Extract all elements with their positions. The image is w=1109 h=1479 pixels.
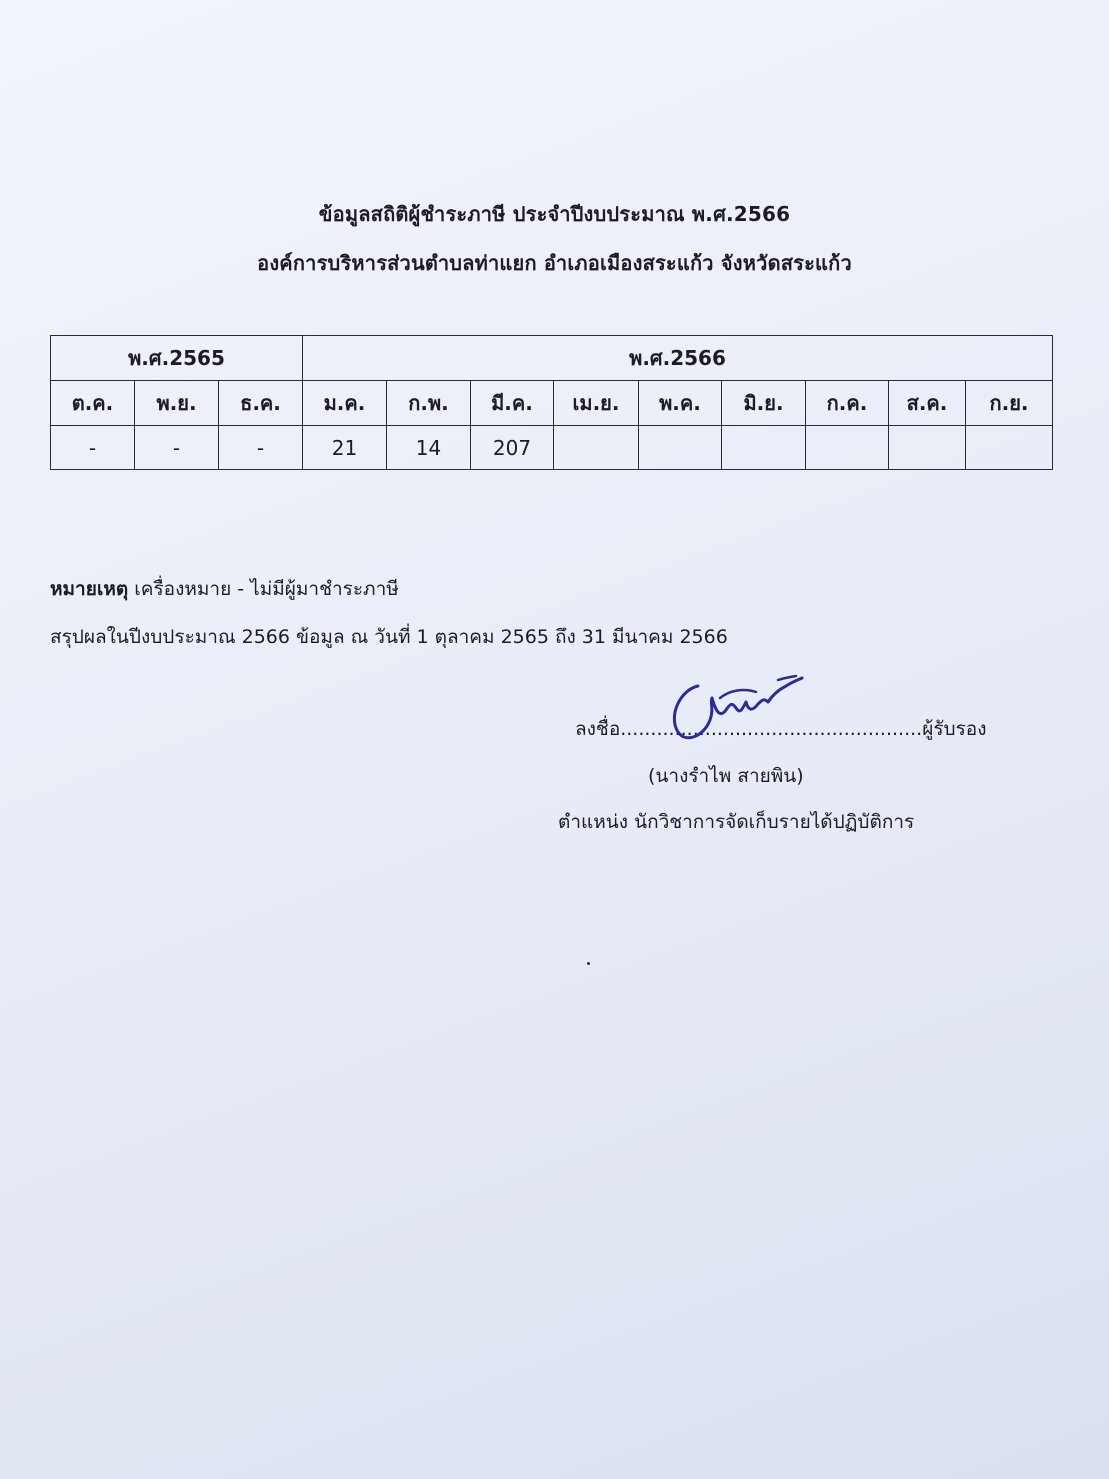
table-cell: - — [219, 426, 303, 470]
month-header: ก.พ. — [387, 381, 471, 426]
signature-line: ลงชื่อ..................................................ผู้รับรอง — [575, 718, 987, 740]
table-cell: 14 — [387, 426, 471, 470]
document-title: ข้อมูลสถิติผู้ชำระภาษี ประจำปีงบประมาณ พ.ศ.2566 — [318, 202, 791, 226]
month-header: เม.ย. — [554, 381, 639, 426]
table-cell: 21 — [303, 426, 387, 470]
table-cell: - — [51, 426, 135, 470]
table-cell — [806, 426, 889, 470]
table-cell: 207 — [471, 426, 554, 470]
document-subtitle: องค์การบริหารส่วนตำบลท่าแยก อำเภอเมืองสระแก้ว จังหวัดสระแก้ว — [257, 251, 852, 275]
table-year-header-row — [51, 336, 1053, 381]
month-header: มี.ค. — [471, 381, 554, 426]
table-month-header-row — [51, 381, 1053, 426]
year-header-2566: พ.ศ.2566 — [303, 336, 1053, 381]
month-header: ก.ค. — [806, 381, 889, 426]
month-header: ธ.ค. — [219, 381, 303, 426]
year-header-2565: พ.ศ.2565 — [51, 336, 303, 381]
signer-position: ตำแหน่ง นักวิชาการจัดเก็บรายได้ปฏิบัติการ — [558, 811, 915, 833]
summary-line: สรุปผลในปีงบประมาณ 2566 ข้อมูล ณ วันที่ 1 ตุลาคม 2565 ถึง 31 มีนาคม 2566 — [50, 626, 728, 648]
month-header: ม.ค. — [303, 381, 387, 426]
note-text: เครื่องหมาย - ไม่มีผู้มาชำระภาษี — [128, 578, 399, 600]
stray-dot — [587, 962, 590, 965]
month-header: ต.ค. — [51, 381, 135, 426]
note-label: หมายเหตุ — [50, 578, 129, 600]
month-header: มิ.ย. — [722, 381, 806, 426]
month-header: พ.ค. — [639, 381, 722, 426]
signer-name: (นางรำไพ สายพิน) — [648, 765, 804, 787]
table-value-row — [51, 426, 1053, 470]
month-header: ส.ค. — [889, 381, 966, 426]
table-cell — [966, 426, 1053, 470]
table-cell — [889, 426, 966, 470]
month-header: พ.ย. — [135, 381, 219, 426]
handwritten-signature — [660, 668, 810, 748]
table-cell: - — [135, 426, 219, 470]
note-line — [50, 574, 399, 604]
month-header: ก.ย. — [966, 381, 1053, 426]
table-cell — [554, 426, 639, 470]
table-cell — [639, 426, 722, 470]
taxpayer-statistics-table — [50, 335, 1053, 470]
table-cell — [722, 426, 806, 470]
